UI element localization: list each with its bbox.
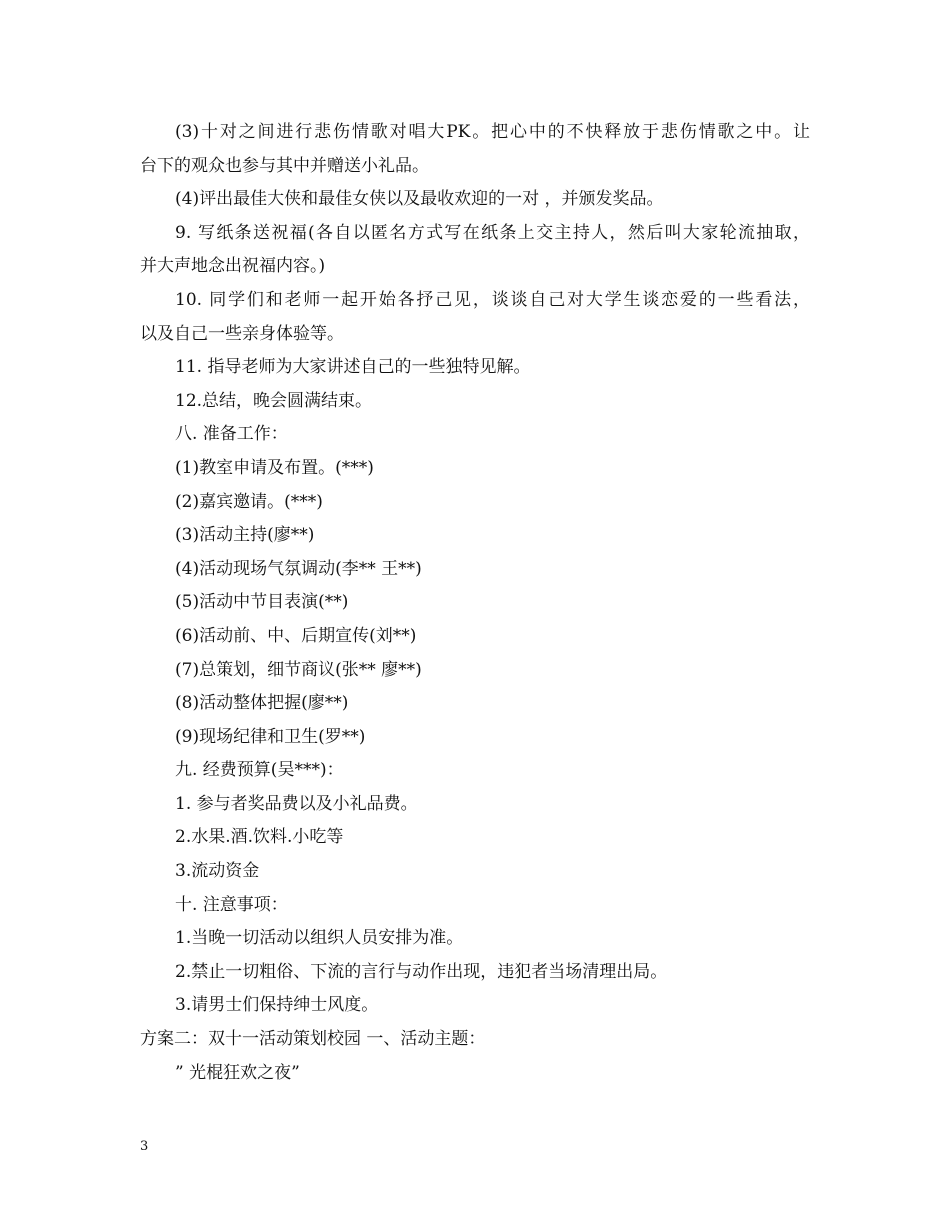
list-item: (7)总策划，细节商议(张** 廖**) <box>175 659 422 680</box>
list-item: 1. 参与者奖品费以及小礼品费。 <box>175 793 418 814</box>
list-item: (3)活动主持(廖**) <box>175 525 315 546</box>
list-item: (1)教室申请及布置。(***) <box>175 457 374 478</box>
section-heading: 八. 准备工作： <box>175 424 288 445</box>
list-item: 1.当晚一切活动以组织人员安排为准。 <box>175 928 464 949</box>
paragraph-line: 台下的观众也参与其中并赠送小礼品。 <box>140 155 429 176</box>
list-item: (6)活动前、中、后期宣传(刘**) <box>175 625 417 646</box>
list-item: 2.水果.酒.饮料.小吃等 <box>175 827 344 848</box>
paragraph-line: 并大声地念出祝福内容。) <box>140 256 326 277</box>
plan-two-heading: 方案二：双十一活动策划校园 一、活动主题： <box>140 1029 486 1050</box>
activity-theme: ” 光棍狂欢之夜” <box>175 1062 300 1083</box>
list-item: (5)活动中节目表演(**) <box>175 592 349 613</box>
page-number: 3 <box>140 1139 149 1154</box>
list-item: (9)现场纪律和卫生(罗**) <box>175 726 366 747</box>
paragraph-line: 9. 写纸条送祝福(各自以匿名方式写在纸条上交主持人，然后叫大家轮流抽取， <box>175 222 810 243</box>
paragraph-line: 12.总结，晚会圆满结束。 <box>175 390 373 411</box>
paragraph-line: 以及自己一些亲身体验等。 <box>140 323 344 344</box>
list-item: (4)活动现场气氛调动(李** 王**) <box>175 558 422 579</box>
list-item: 3.流动资金 <box>175 861 260 882</box>
document-body <box>140 116 810 1090</box>
section-heading: 十. 注意事项： <box>175 894 288 915</box>
section-heading: 九. 经费预算(吴***)： <box>175 760 344 781</box>
list-item: (2)嘉宾邀请。(***) <box>175 491 323 512</box>
list-item: (8)活动整体把握(廖**) <box>175 693 349 714</box>
paragraph-line: 10. 同学们和老师一起开始各抒己见，谈谈自己对大学生谈恋爱的一些看法， <box>175 289 810 310</box>
list-item: 2.禁止一切粗俗、下流的言行与动作出现，违犯者当场清理出局。 <box>175 961 668 982</box>
paragraph-line: (4)评出最佳大侠和最佳女侠以及最收欢迎的一对 ，并颁发奖品。 <box>175 189 664 210</box>
paragraph-line: 11. 指导老师为大家讲述自己的一些独特见解。 <box>175 357 531 378</box>
paragraph-line: (3)十对之间进行悲伤情歌对唱大PK。把心中的不快释放于悲伤情歌之中。让 <box>175 122 810 142</box>
list-item: 3.请男士们保持绅士风度。 <box>175 995 379 1016</box>
